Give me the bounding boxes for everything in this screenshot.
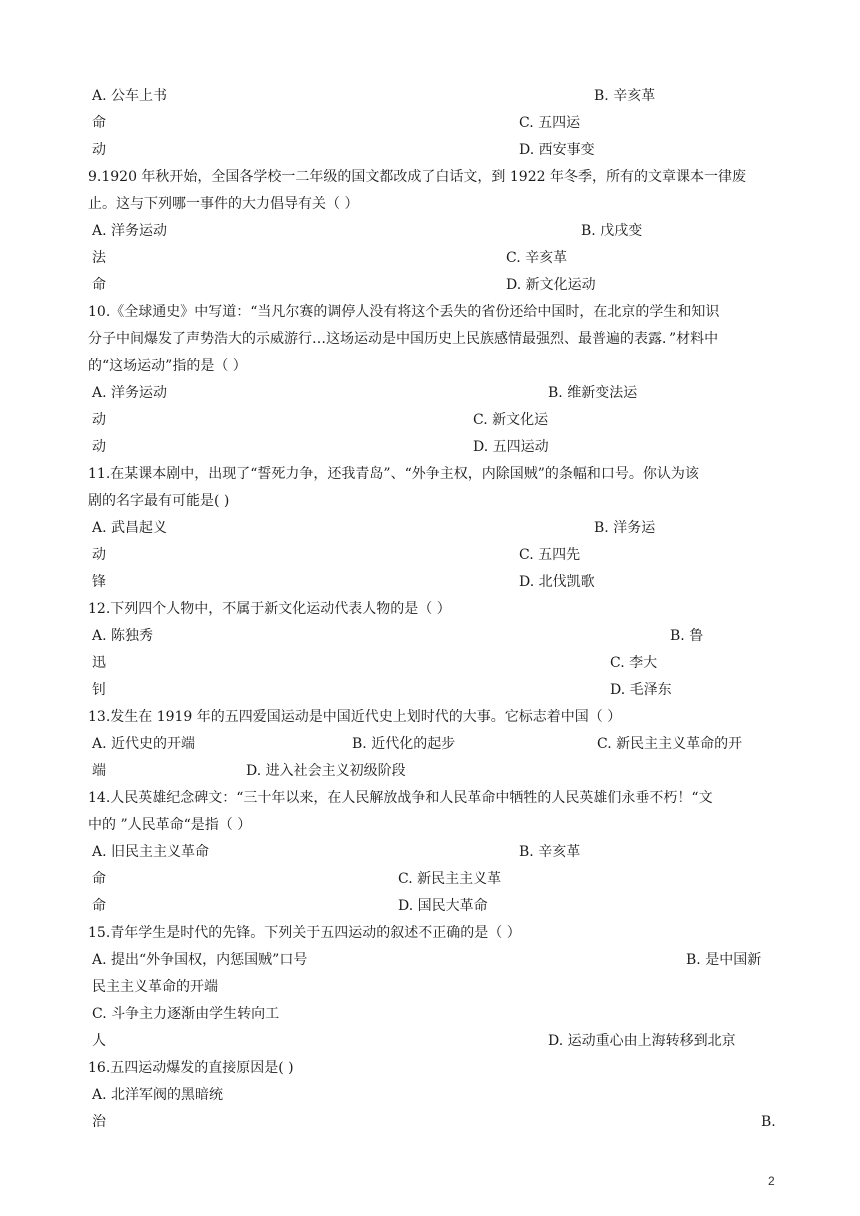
- text-line-q12c: C. 李大: [610, 655, 658, 671]
- text-line-q14d: D. 国民大革命: [398, 898, 488, 914]
- text-line-q14-1: 14.人民英雄纪念碑文：“三十年以来，在人民解放战争和人民革命中牺牲的人民英雄们永垂不朽！“文: [88, 790, 713, 806]
- text-line-q12b: B. 鲁: [670, 628, 704, 644]
- text-line-q15c-wrap: 人: [92, 1033, 106, 1049]
- text-line-q11c: C. 五四先: [519, 547, 581, 563]
- text-line-q13-1: 13.发生在 1919 年的五四爱国运动是中国近代史上划时代的大事。它标志着中国（ ）: [88, 709, 622, 725]
- text-line-q16a: A. 北洋军阀的黑暗统: [92, 1087, 224, 1103]
- text-line-q15b: B. 是中国新: [686, 952, 762, 968]
- text-line-q16-1: 16.五四运动爆发的直接原因是( ): [88, 1060, 294, 1076]
- text-line-q14a: A. 旧民主主义革命: [92, 844, 210, 860]
- text-line-q15-1: 15.青年学生是时代的先锋。下列关于五四运动的叙述不正确的是（ ）: [88, 925, 521, 941]
- text-line-q12a: A. 陈独秀: [92, 628, 154, 644]
- text-line-q8a: A. 公车上书: [92, 88, 168, 104]
- text-line-q11d-wrap: 锋: [92, 574, 106, 590]
- text-line-q9c: C. 辛亥革: [506, 250, 568, 266]
- text-line-q8d-wrap: 动: [92, 142, 106, 158]
- text-line-q9d: D. 新文化运动: [506, 277, 596, 293]
- text-line-q9-2: 止。这与下列哪一事件的大力倡导有关（ ）: [88, 196, 359, 212]
- text-line-q13d: D. 进入社会主义初级阶段: [246, 763, 406, 779]
- text-line-q10a: A. 洋务运动: [92, 385, 168, 401]
- text-line-q14-2: 中的 ”人民革命“是指（ ）: [88, 817, 252, 833]
- text-line-q11b: B. 洋务运: [594, 520, 656, 536]
- text-line-q11c-wrap: 动: [92, 547, 106, 563]
- text-line-q8d: D. 西安事变: [519, 142, 595, 158]
- text-line-q10c: C. 新文化运: [473, 412, 549, 428]
- text-line-q15c: C. 斗争主力逐渐由学生转向工: [92, 1006, 280, 1022]
- text-line-q9d-wrap: 命: [92, 277, 106, 293]
- text-line-q11-2: 剧的名字最有可能是( ): [88, 493, 230, 509]
- text-line-q16a-wrap: 治: [92, 1114, 106, 1130]
- text-line-q12c-wrap: 迅: [92, 655, 106, 671]
- text-line-q13c: C. 新民主主义革命的开: [597, 736, 743, 752]
- text-line-q14b: B. 辛亥革: [519, 844, 581, 860]
- text-line-q14c: C. 新民主主义革: [398, 871, 502, 887]
- text-line-q12d-wrap: 钊: [92, 682, 106, 698]
- text-line-q12-1: 12.下列四个人物中，不属于新文化运动代表人物的是（ ）: [88, 601, 451, 617]
- text-line-q10b: B. 维新变法运: [548, 385, 638, 401]
- text-line-q11-1: 11.在某课本剧中，出现了“誓死力争，还我青岛”、“外争主权，内除国贼”的条幅和口号。你认为该: [88, 466, 699, 482]
- text-line-q8b: B. 辛亥革: [594, 88, 656, 104]
- page-number: 2: [768, 1174, 775, 1188]
- text-line-q13d-wrap: 端: [92, 763, 106, 779]
- text-line-q10-3: 的“这场运动”指的是（ ）: [88, 358, 247, 374]
- text-line-q12d: D. 毛泽东: [610, 682, 672, 698]
- text-line-q13a: A. 近代史的开端: [92, 736, 196, 752]
- text-line-q9-1: 9.1920 年秋开始，全国各学校一二年级的国文都改成了白话文，到 1922 年冬季，所有的文章课本一律废: [88, 169, 746, 185]
- text-line-q10c-wrap: 动: [92, 412, 106, 428]
- text-line-q16b: B.: [761, 1114, 776, 1130]
- text-line-q10-2: 分子中间爆发了声势浩大的示威游行…这场运动是中国历史上民族感情最强烈、最普遍的表露．”材料中: [88, 331, 719, 347]
- text-line-q8c-wrap: 命: [92, 115, 106, 131]
- text-line-q9c-wrap: 法: [92, 250, 106, 266]
- text-line-q10-1: 10.《全球通史》中写道：“当凡尔赛的调停人没有将这个丢失的省份还给中国时，在北京的学生和知识: [88, 304, 720, 320]
- text-line-q10d-wrap: 动: [92, 439, 106, 455]
- text-line-q14d-wrap: 命: [92, 898, 106, 914]
- text-line-q9b: B. 戊戌变: [581, 223, 643, 239]
- text-line-q13b: B. 近代化的起步: [352, 736, 456, 752]
- text-line-q15d: D. 运动重心由上海转移到北京: [548, 1033, 736, 1049]
- text-line-q11d: D. 北伐凯歌: [519, 574, 595, 590]
- text-line-q14c-wrap: 命: [92, 871, 106, 887]
- text-line-q10d: D. 五四运动: [473, 439, 549, 455]
- text-line-q15a: A. 提出“外争国权，内惩国贼”口号: [92, 952, 308, 968]
- text-line-q15b-wrap: 民主主义革命的开端: [92, 979, 218, 995]
- text-line-q11a: A. 武昌起义: [92, 520, 168, 536]
- text-line-q8c: C. 五四运: [519, 115, 581, 131]
- text-line-q9a: A. 洋务运动: [92, 223, 168, 239]
